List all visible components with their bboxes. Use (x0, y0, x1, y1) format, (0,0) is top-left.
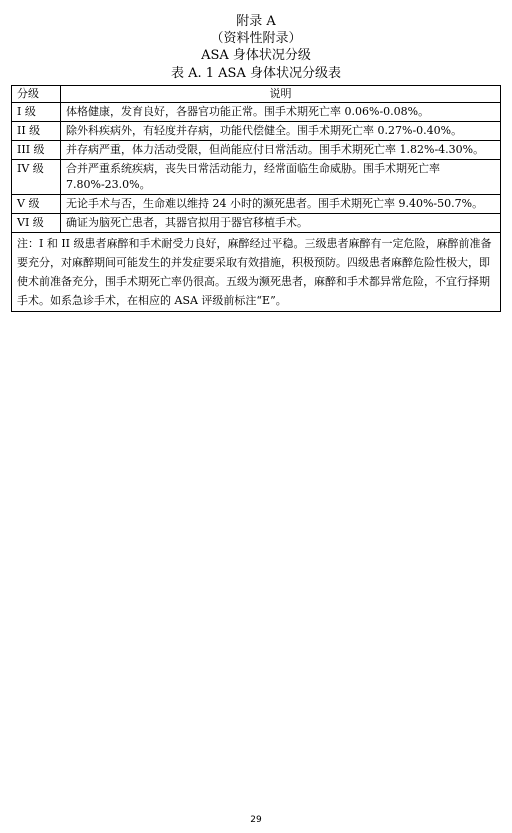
grade-cell: II 级 (12, 122, 61, 141)
column-header-grade: 分级 (12, 86, 61, 103)
column-header-description: 说明 (61, 86, 501, 103)
table-row (12, 160, 501, 195)
table-row (12, 122, 501, 141)
appendix-title: ASA 身体状况分级 (201, 48, 311, 63)
description-cell: 无论手术与否，生命难以维持 24 小时的濒死患者。围手术期死亡率 9.40%-50.7%。 (61, 195, 501, 214)
page-number: 29 (250, 815, 262, 825)
table-row (12, 195, 501, 214)
grade-cell: III 级 (12, 141, 61, 160)
grade-cell: VI 级 (12, 214, 61, 233)
description-cell: 合并严重系统疾病，丧失日常活动能力，经常面临生命威胁。围手术期死亡率 7.80%-23.0%。 (61, 160, 501, 195)
description-cell: 确证为脑死亡患者，其器官拟用于器官移植手术。 (61, 214, 501, 233)
grade-cell: I 级 (12, 103, 61, 122)
grade-cell: IV 级 (12, 160, 61, 195)
table-row (12, 214, 501, 233)
description-cell: 体格健康，发育良好，各器官功能正常。围手术期死亡率 0.06%-0.08%。 (61, 103, 501, 122)
table-row (12, 103, 501, 122)
table-caption: 表 A. 1 ASA 身体状况分级表 (170, 66, 341, 81)
table-note: 注：I 和 II 级患者麻醉和手术耐受力良好，麻醉经过平稳。三级患者麻醉有一定危险，麻醉前准备要充分，对麻醉期间可能发生的并发症要采取有效措施，积极预防。四级患者麻醉危险性极大，即使术前准备充分，围手术期死亡率仍很高。五级为濒死患者，麻醉和手术都异常危险，不宜行择期手术。如系急诊手术，在相应的 ASA 评级前标注“E”。 (12, 233, 501, 312)
table-note-row (12, 233, 501, 312)
appendix-label: 附录 A (236, 14, 276, 29)
appendix-type-label: （资料性附录） (210, 31, 302, 46)
asa-classification-table (11, 85, 501, 312)
description-cell: 并存病严重，体力活动受限，但尚能应付日常活动。围手术期死亡率 1.82%-4.30%。 (61, 141, 501, 160)
table-row (12, 141, 501, 160)
description-cell: 除外科疾病外，有轻度并存病，功能代偿健全。围手术期死亡率 0.27%-0.40%。 (61, 122, 501, 141)
grade-cell: V 级 (12, 195, 61, 214)
table-header-row (12, 86, 501, 103)
